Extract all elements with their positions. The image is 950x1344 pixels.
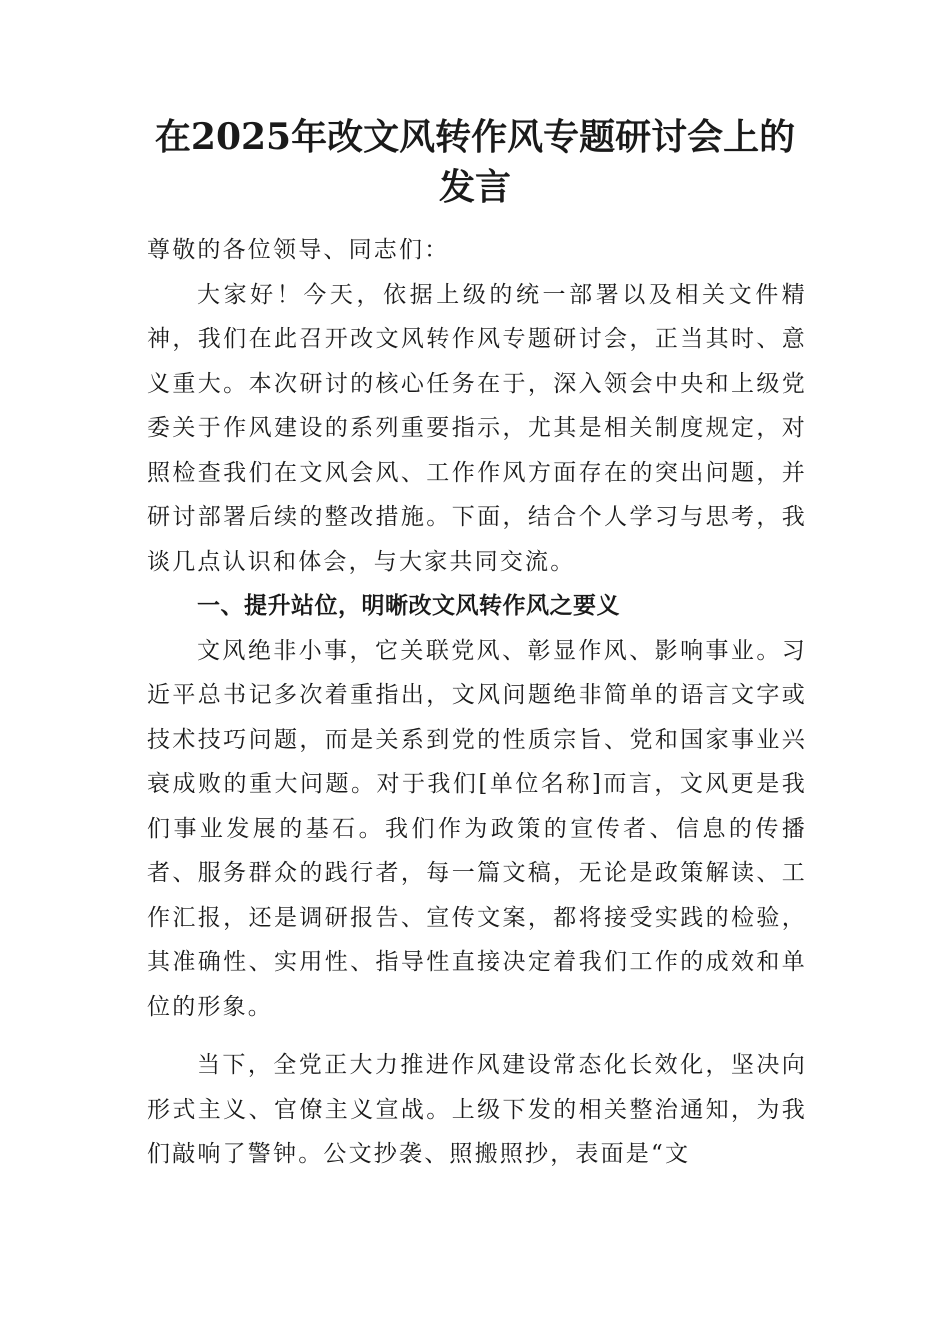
paragraph-importance: 文风绝非小事，它关联党风、彰显作风、影响事业。习近平总书记多次着重指出，文风问题绝非简单的语言文字或技术技巧问题，而是关系到党的性质宗旨、党和国家事业兴衰成败的重大问题。对于我们[单位名称]而言，文风更是我们事业发展的基石。我们作为政策的宣传者、信息的传播者、服务群众的践行者，每一篇文稿，无论是政策解读、工作汇报，还是调研报告、宣传文案，都将接受实践的检验，其准确性、实用性、指导性直接决定着我们工作的成效和单位的形象。 <box>147 637 807 1020</box>
document-title: 在2025年改文风转作风专题研讨会上的发言 <box>154 116 796 208</box>
paragraph-current-situation: 当下，全党正大力推进作风建设常态化长效化，坚决向形式主义、官僚主义宣战。上级下发的相关整治通知，为我们敲响了警钟。公文抄袭、照搬照抄，表面是“文 <box>147 1052 807 1167</box>
paragraph-opening: 大家好！今天，依据上级的统一部署以及相关文件精神，我们在此召开改文风转作风专题研讨会，正当其时、意义重大。本次研讨的核心任务在于，深入领会中央和上级党委关于作风建设的系列重要指示，尤其是相关制度规定，对照检查我们在文风会风、工作作风方面存在的突出问题，并研讨部署后续的整改措施。下面，结合个人学习与思考，我谈几点认识和体会，与大家共同交流。 <box>147 281 807 575</box>
salutation: 尊敬的各位领导、同志们： <box>147 237 450 263</box>
document-body <box>147 228 807 1177</box>
section-heading: 一、提升站位，明晰改文风转作风之要义 <box>197 593 620 619</box>
